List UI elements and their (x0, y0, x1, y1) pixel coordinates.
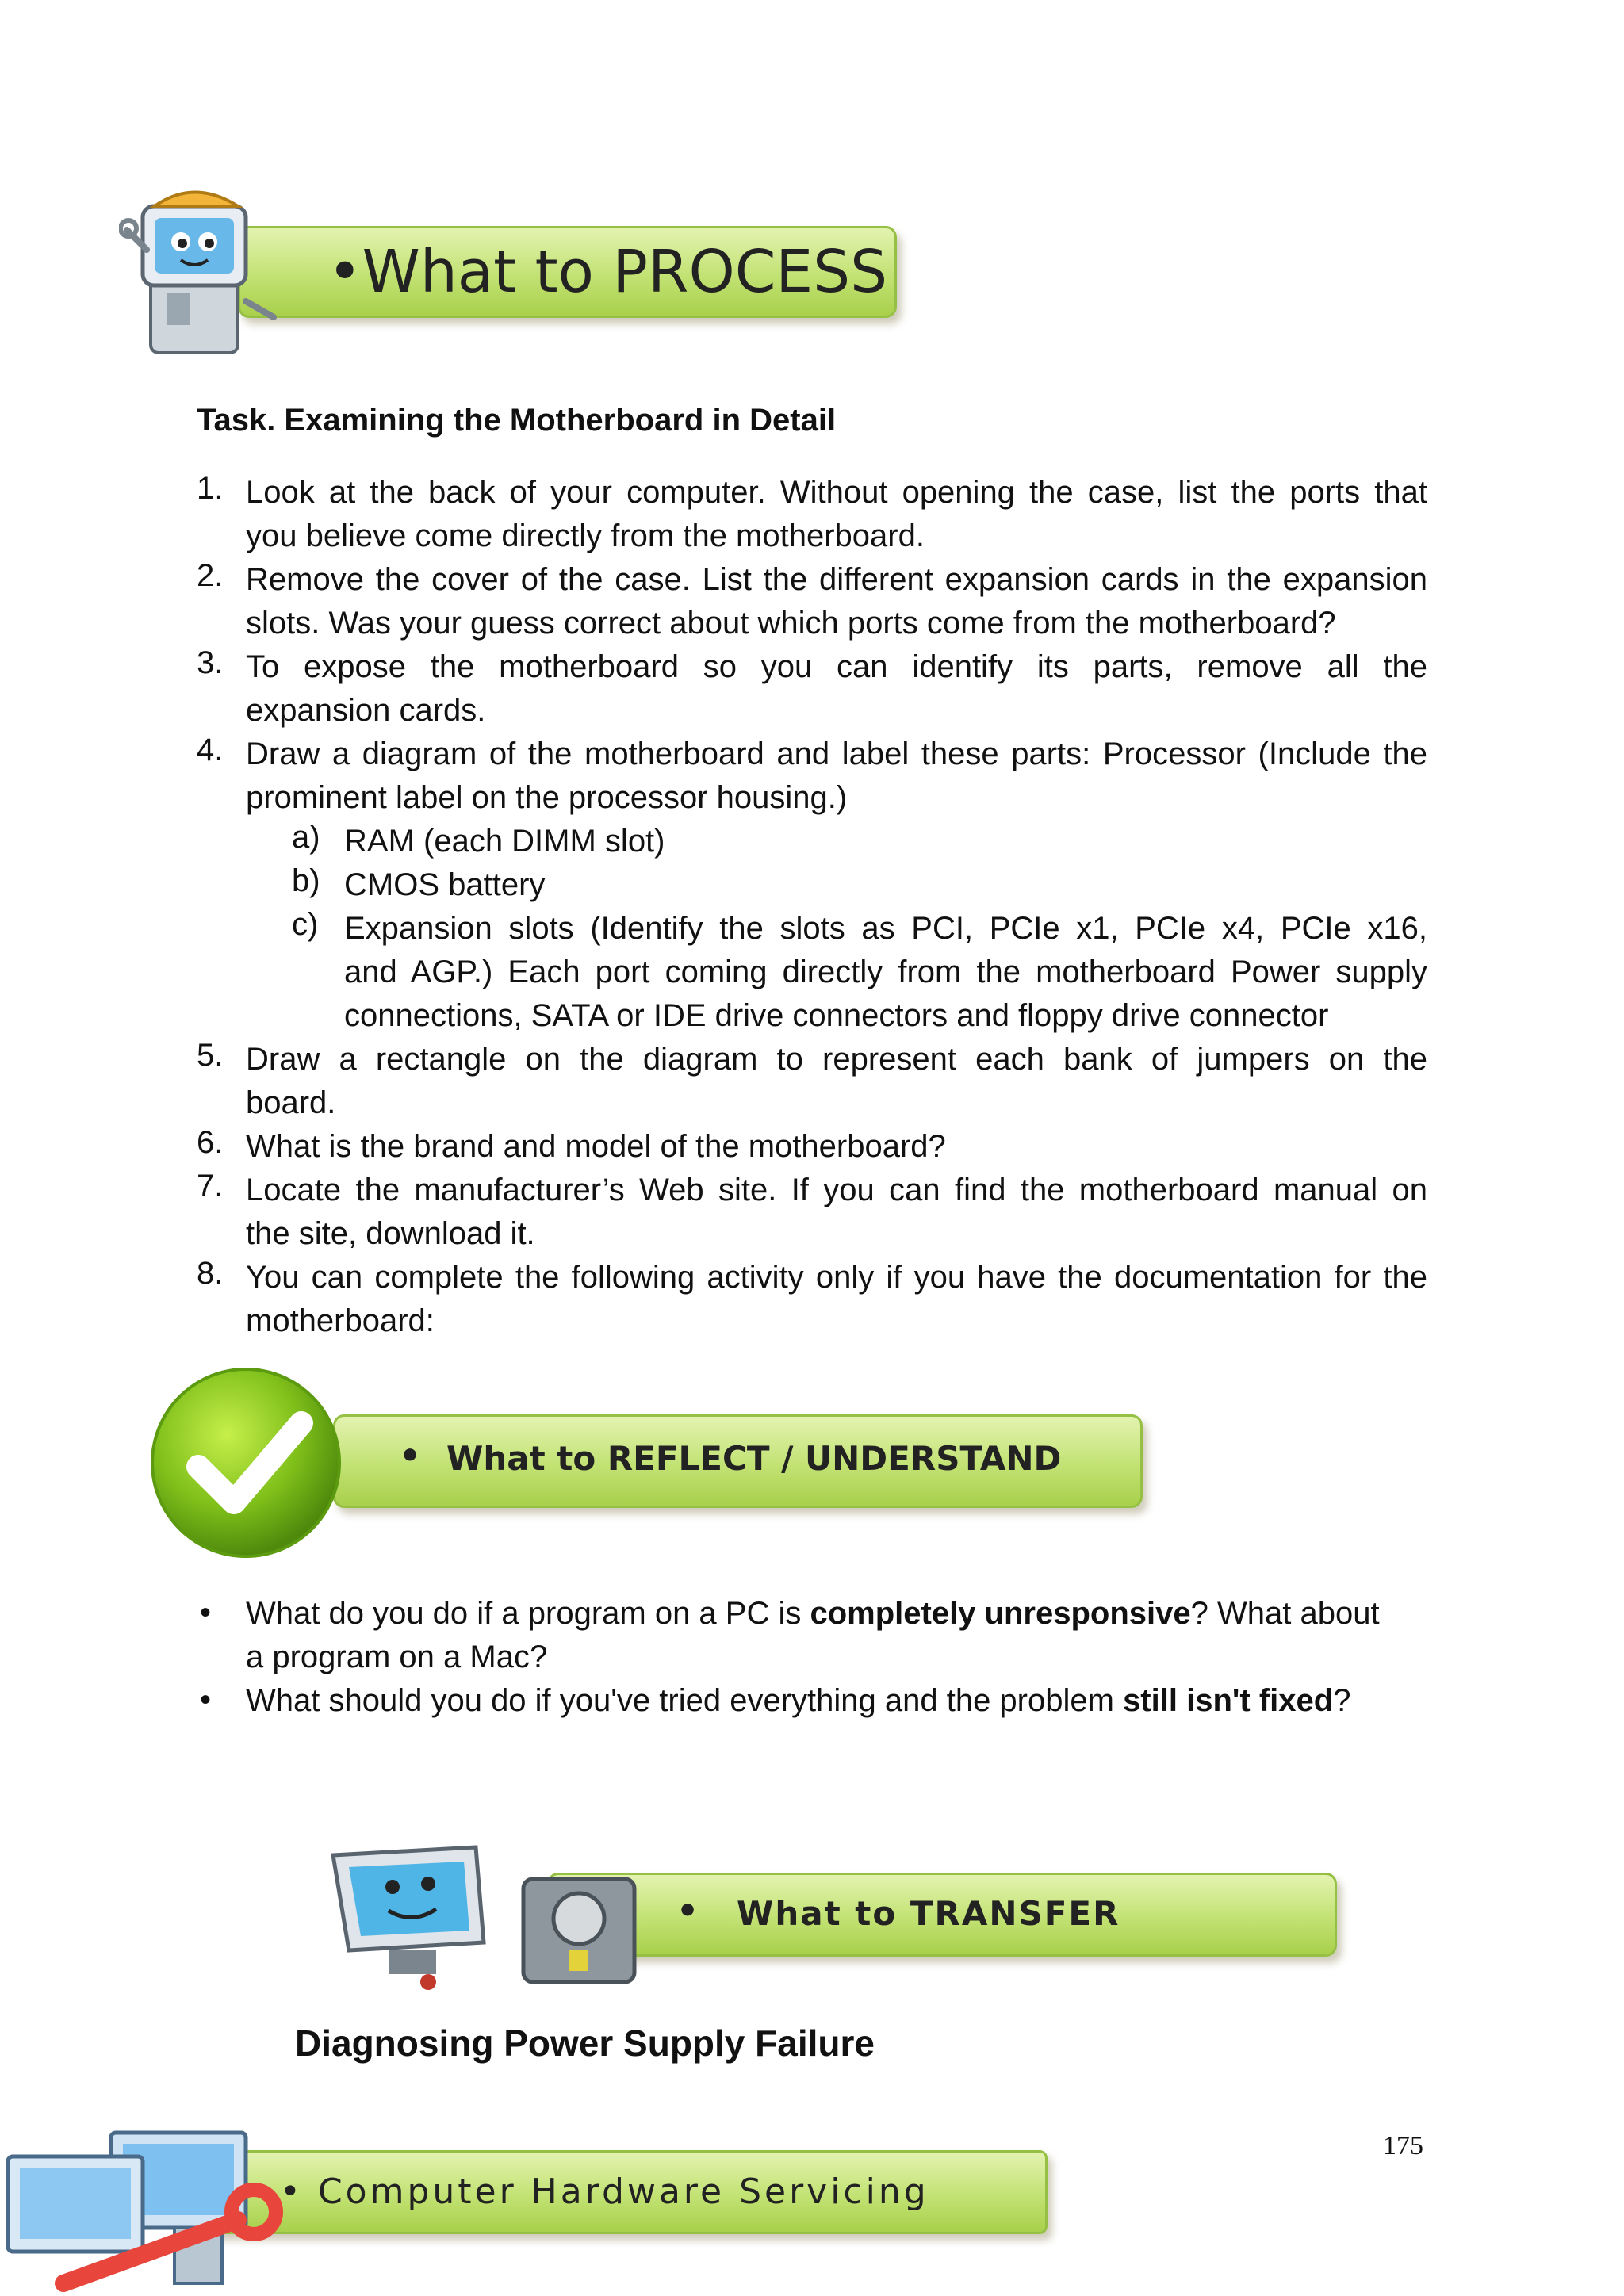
reflect-banner-label: What to REFLECT / UNDERSTAND (446, 1439, 1062, 1478)
task-subitem-text: RAM (each DIMM slot) (344, 824, 665, 859)
task-item-number: 4. (197, 733, 224, 767)
reflect-q2-text: What should you do if you've tried everything and the problem (246, 1683, 1124, 1718)
reflect-question-1 (246, 1592, 1435, 1636)
task-item-text: you believe come directly from the motherboard. (246, 519, 925, 553)
task-item-number: 7. (197, 1169, 224, 1203)
page-number: 175 (1383, 2131, 1423, 2160)
task-subitem-letter: c) (292, 907, 319, 942)
transfer-banner-bullet: • (676, 1891, 699, 1931)
task-item-text: Look at the back of your computer. Without opening the case, list the ports that (246, 475, 1427, 510)
reflect-banner-bullet: • (399, 1436, 422, 1476)
task-item-number: 1. (197, 471, 224, 506)
reflect-q1-text: What do you do if a program on a PC is (246, 1596, 810, 1631)
reflect-banner (333, 1414, 1143, 1508)
reflect-q1-emphasis: completely unresponsive (810, 1596, 1191, 1631)
reflect-question-2 (246, 1679, 1435, 1723)
task-item-text: You can complete the following activity only if you have the documentation for the (246, 1260, 1427, 1295)
task-item-number: 2. (197, 558, 224, 593)
reflect-q2-emphasis: still isn't fixed (1123, 1683, 1334, 1718)
reflect-q1-text-end: ? What about (1190, 1596, 1380, 1631)
task-subitem-text: CMOS battery (344, 867, 546, 902)
task-item-text: prominent label on the processor housing.) (246, 780, 848, 815)
process-banner-label: •What to PROCESS (327, 238, 888, 306)
checkmark-icon (143, 1364, 396, 1562)
task-subitem-text: and AGP.) Each port coming directly from the motherboard Power supply (344, 955, 1427, 989)
task-item-number: 3. (197, 645, 224, 680)
process-banner (238, 226, 897, 318)
task-item-text: board. (246, 1085, 336, 1120)
computer-wrench-icon (0, 2125, 301, 2296)
task-item-text: Draw a diagram of the motherboard and label these parts: Processor (Include the (246, 737, 1427, 771)
bullet-icon: • (200, 1595, 212, 1630)
task-subitem-text: connections, SATA or IDE drive connectors and floppy drive connector (344, 998, 1329, 1033)
reflect-q2-text-end: ? (1333, 1683, 1351, 1718)
bullet-icon: • (200, 1682, 212, 1717)
task-item-text: expansion cards. (246, 693, 486, 728)
task-item-text: Draw a rectangle on the diagram to represent each bank of jumpers on the (246, 1042, 1427, 1077)
task-title: Task. Examining the Motherboard in Detail (197, 403, 837, 438)
transfer-heading: Diagnosing Power Supply Failure (295, 2022, 875, 2064)
task-item-number: 6. (197, 1125, 224, 1160)
task-item-text: the site, download it. (246, 1216, 535, 1251)
task-item-text: To expose the motherboard so you can identify its parts, remove all the (246, 649, 1427, 684)
task-item-number: 5. (197, 1038, 224, 1073)
task-item-text: slots. Was your guess correct about which ports come from the motherboard? (246, 606, 1336, 641)
task-subitem-letter: b) (292, 863, 320, 898)
task-item-text: What is the brand and model of the motherboard? (246, 1129, 946, 1164)
footer-banner-label: • Computer Hardware Servicing (280, 2172, 929, 2212)
footer-banner (190, 2150, 1048, 2234)
reflect-question-1-line2: a program on a Mac? (246, 1640, 548, 1674)
task-subitem-letter: a) (292, 820, 320, 855)
transfer-banner (547, 1873, 1337, 1957)
computer-mascot-icon (317, 1831, 658, 1990)
task-item-number: 8. (197, 1256, 224, 1291)
task-subitem-text: Expansion slots (Identify the slots as PCI, PCIe x1, PCIe x4, PCIe x16, (344, 911, 1427, 946)
transfer-banner-label: What to TRANSFER (737, 1894, 1120, 1933)
task-item-text: motherboard: (246, 1303, 435, 1338)
task-item-text: Locate the manufacturer’s Web site. If you can find the motherboard manual on (246, 1173, 1427, 1207)
task-item-text: Remove the cover of the case. List the different expansion cards in the expansion (246, 562, 1427, 597)
robot-mascot-icon (119, 182, 301, 365)
